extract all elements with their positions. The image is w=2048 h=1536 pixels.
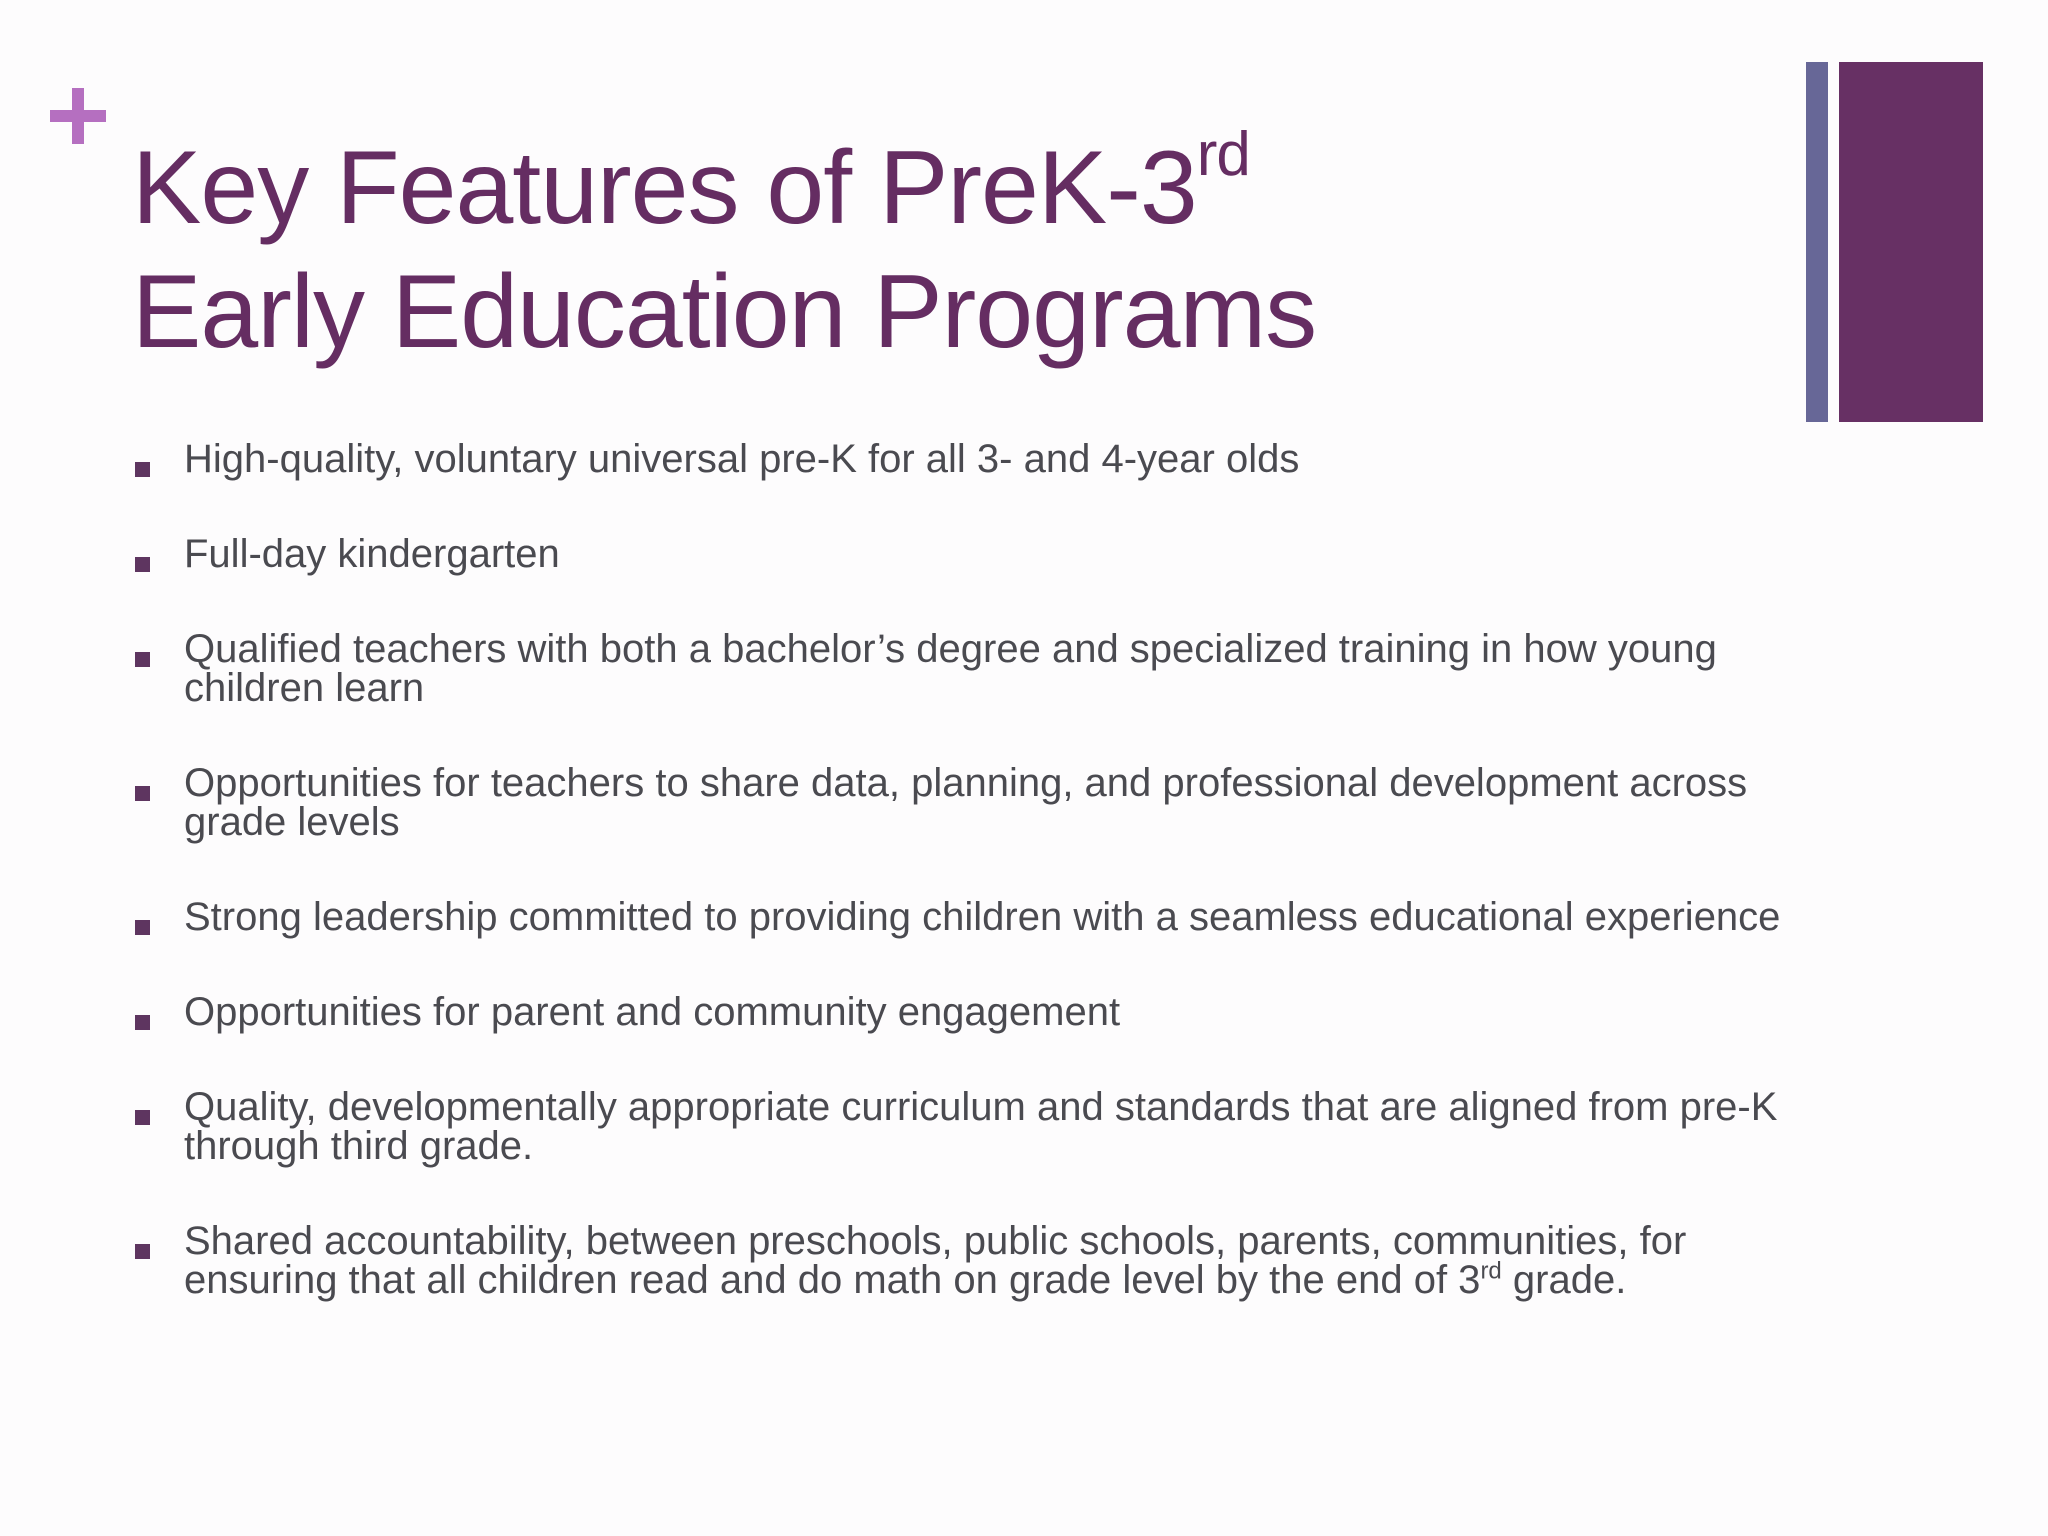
bullet-item <box>132 895 1812 939</box>
bullet-item <box>132 627 1812 710</box>
bullet-item <box>132 532 1812 576</box>
bullet-item <box>132 1085 1812 1168</box>
decorative-bar-thin <box>1806 62 1828 422</box>
bullet-text: Opportunities for teachers to share data, planning, and professional development across grade levels <box>184 761 1748 844</box>
square-bullet-icon <box>135 1015 150 1030</box>
bullet-text: Full-day kindergarten <box>184 532 560 576</box>
square-bullet-icon <box>135 462 150 477</box>
square-bullet-icon <box>135 1244 150 1259</box>
bullet-item <box>132 437 1812 481</box>
bullet-item <box>132 1219 1812 1302</box>
bullet-text: Qualified teachers with both a bachelor’s degree and specialized training in how young children learn <box>184 627 1717 710</box>
bullet-list <box>132 437 1812 1356</box>
bullet-text: Shared accountability, between preschools, public schools, parents, communities, for ensuring that all children read and do math on grade level by the end of 3 <box>184 1219 1687 1302</box>
square-bullet-icon <box>135 920 150 935</box>
title-line-1: Key Features of PreK-3 <box>132 130 1197 246</box>
square-bullet-icon <box>135 652 150 667</box>
square-bullet-icon <box>135 786 150 801</box>
bullet-item <box>132 990 1812 1034</box>
bullet-superscript: rd <box>1480 1257 1502 1285</box>
decorative-bar-thick <box>1839 62 1983 422</box>
bullet-text: Opportunities for parent and community engagement <box>184 990 1121 1034</box>
bullet-text: Strong leadership committed to providing children with a seamless educational experience <box>184 895 1781 939</box>
bullet-text: High-quality, voluntary universal pre-K for all 3- and 4-year olds <box>184 437 1300 481</box>
plus-icon <box>50 88 106 144</box>
title-line-2: Early Education Programs <box>132 254 1317 370</box>
bullet-item <box>132 761 1812 844</box>
bullet-text-tail: grade. <box>1501 1258 1627 1302</box>
bullet-text: Quality, developmentally appropriate curriculum and standards that are aligned from pre-K through third grade. <box>184 1085 1778 1168</box>
slide-title <box>132 120 1732 374</box>
square-bullet-icon <box>135 1110 150 1125</box>
title-superscript: rd <box>1196 120 1250 190</box>
square-bullet-icon <box>135 557 150 572</box>
